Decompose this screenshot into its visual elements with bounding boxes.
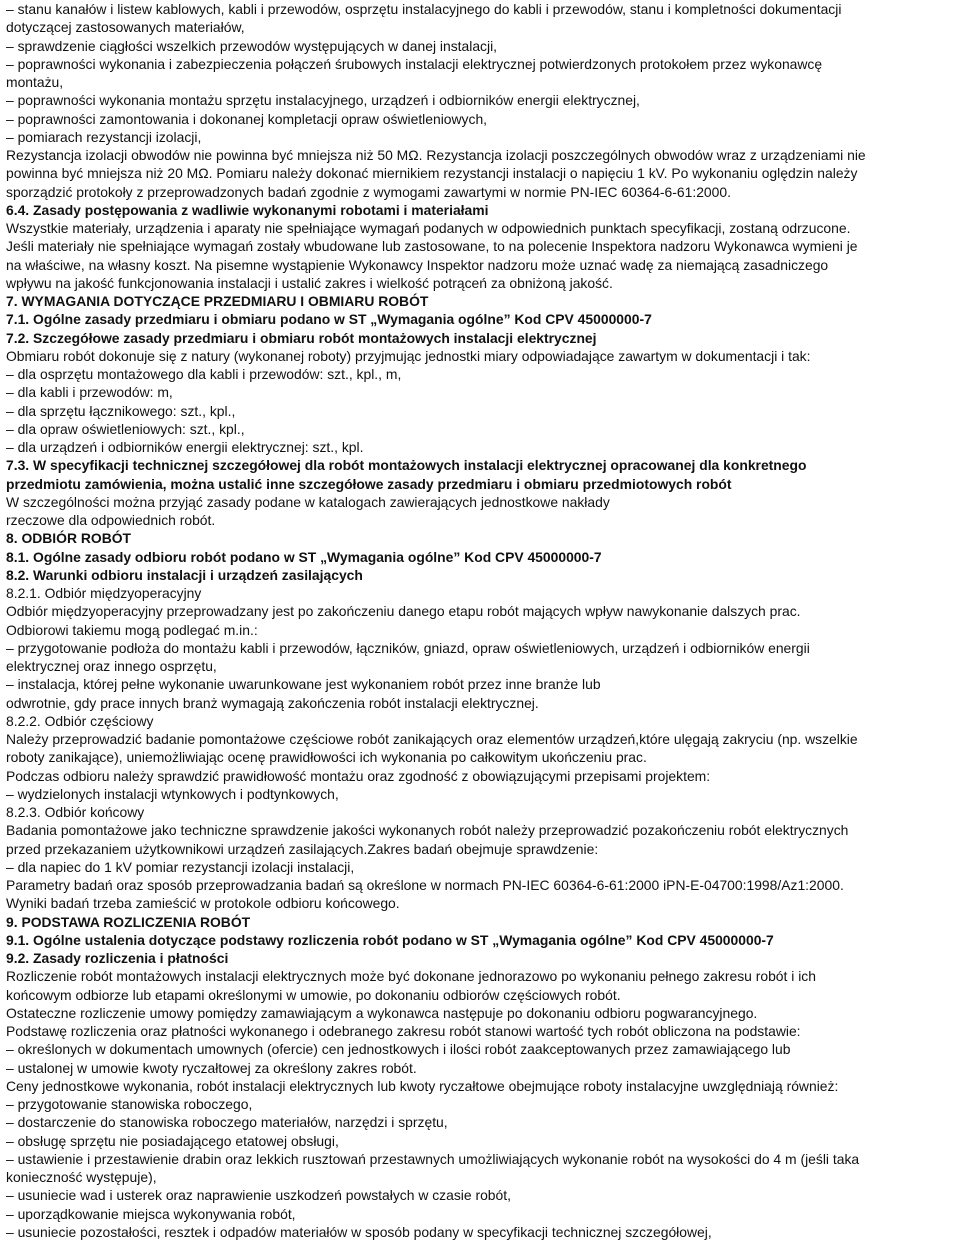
text-line: montażu, bbox=[6, 74, 64, 90]
text-line: Ostateczne rozliczenie umowy pomiędzy zamawiającym a wykonawca następuje po dokonaniu odbioru pogwarancyjnego. bbox=[6, 1004, 758, 1021]
text-line: – dla urządzeń i odbiorników energii elektrycznej: szt., kpl. bbox=[6, 439, 364, 455]
text-line: Podstawę rozliczenia oraz płatności wykonanego i odebranego zakresu robót stanowi wartość tych robót obliczona na podstawie: bbox=[6, 1023, 801, 1039]
heading-line: 8.1. Ogólne zasady odbioru robót podano w ST „Wymagania ogólne” Kod CPV 45000000-7 bbox=[6, 548, 602, 565]
text-line: sporządzić protokoły z przeprowadzonych badań zgodnie z wymogami zawartymi w normie PN-IEC 60364-6-61:2000. bbox=[6, 183, 731, 200]
text-line: – obsługę sprzętu nie posiadającego etatowej obsługi, bbox=[6, 1132, 339, 1149]
text-line: – ustalonej w umowie kwoty ryczałtowej za określony zakres robót. bbox=[6, 1059, 417, 1076]
text-line: – dla kabli i przewodów: m, bbox=[6, 384, 173, 401]
text-line: 8.2.1. Odbiór międzyoperacyjny bbox=[6, 585, 202, 601]
text-line: konieczność występuje), bbox=[6, 1169, 157, 1185]
text-line: dotyczącej zastosowanych materiałów, bbox=[6, 19, 245, 36]
text-line: – przygotowanie stanowiska roboczego, bbox=[6, 1096, 253, 1112]
heading-line: 7. WYMAGANIA DOTYCZĄCE PRZEDMIARU I OBMIARU ROBÓT bbox=[6, 293, 429, 309]
heading-line: 8. ODBIÓR ROBÓT bbox=[6, 530, 132, 547]
heading-line: 9.1. Ogólne ustalenia dotyczące podstawy rozliczenia robót podano w ST „Wymagania ogólne” Kod CPV 45000000-7 bbox=[6, 931, 774, 948]
text-line: Należy przeprowadzić badanie pomontażowe częściowe robót zanikających oraz elementów urządzeń,które ulęgają zakryciu (np. wszelkie bbox=[6, 731, 858, 747]
text-line: 8.2.3. Odbiór końcowy bbox=[6, 804, 145, 820]
heading-line: 7.1. Ogólne zasady przedmiaru i obmiaru podano w ST „Wymagania ogólne” Kod CPV 45000000-7 bbox=[6, 311, 652, 328]
heading-line: 9. PODSTAWA ROZLICZENIA ROBÓT bbox=[6, 913, 251, 930]
text-line: Odbiór międzyoperacyjny przeprowadzany jest po zakończeniu danego etapu robót mających wpływ nawykonanie dalszych prac. bbox=[6, 603, 801, 620]
text-line: – dostarczenie do stanowiska roboczego materiałów, narzędzi i sprzętu, bbox=[6, 1114, 448, 1131]
text-line: na właściwe, na własny koszt. Na pisemne wystąpienie Wykonawcy Inspektor nadzoru może uznać wadę za niemającą zasadniczego bbox=[6, 256, 829, 273]
heading-line: 7.2. Szczegółowe zasady przedmiaru i obmiaru robót montażowych instalacji elektrycznej bbox=[6, 329, 597, 346]
text-line: – określonych w dokumentach umownych (ofercie) cen jednostkowych i ilości robót zaakceptowanych przez zamawiającego lub bbox=[6, 1041, 791, 1058]
text-line: Obmiaru robót dokonuje się z natury (wykonanej roboty) przyjmując jednostki miary odpowiadające zawartym w dokumentacji i tak: bbox=[6, 347, 811, 364]
text-line: – sprawdzenie ciągłości wszelkich przewodów występujących w danej instalacji, bbox=[6, 37, 498, 54]
text-line: Rezystancja izolacji obwodów nie powinna być mniejsza niż 50 MΩ. Rezystancja izolacji poszczególnych obwodów wraz z urządzeniami nie bbox=[6, 147, 866, 163]
text-line: przed przekazaniem użytkownikowi urządzeń zasilających.Zakres badań obejmuje sprawdzenie: bbox=[6, 840, 599, 857]
text-line: wpływu na jakość funkcjonowania instalacji i ustalić zakres i wielkość potrąceń za obniżoną jakość. bbox=[6, 274, 613, 291]
text-line: Wszystkie materiały, urządzenia i aparaty nie spełniające wymagań podanych w odpowiednich punktach specyfikacji, zostaną odrzucone. bbox=[6, 220, 851, 236]
text-line: 8.2.2. Odbiór częściowy bbox=[6, 712, 154, 729]
text-line: Podczas odbioru należy sprawdzić prawidłowość montażu oraz zgodność z obowiązującymi przepisami projektem: bbox=[6, 767, 711, 784]
heading-line: 6.4. Zasady postępowania z wadliwie wykonanymi robotami i materiałami bbox=[6, 201, 489, 218]
text-line: – wydzielonych instalacji wtynkowych i podtynkowych, bbox=[6, 785, 339, 802]
text-line: – dla opraw oświetleniowych: szt., kpl., bbox=[6, 420, 245, 437]
text-line: odwrotnie, gdy prace innych branż wymagają zakończenia robót instalacji elektrycznej. bbox=[6, 694, 539, 711]
text-line: – usuniecie wad i usterek oraz naprawienie uszkodzeń powstałych w czasie robót, bbox=[6, 1187, 511, 1204]
heading-line: 7.3. W specyfikacji technicznej szczegółowej dla robót montażowych instalacji elektrycznej opracowanej dla konkretnego bbox=[6, 457, 807, 474]
text-line: Odbiorowi takiemu mogą podlegać m.in.: bbox=[6, 621, 258, 638]
text-line: – poprawności wykonania i zabezpieczenia połączeń śrubowych instalacji elektrycznej potwierdzonych protokołem przez wykonawcę bbox=[6, 55, 823, 72]
text-line: W szczególności można przyjąć zasady podane w katalogach zawierających jednostkowe nakłady bbox=[6, 493, 610, 510]
text-line: – instalacja, której pełne wykonanie uwarunkowane jest wykonaniem robót przez inne branże lub bbox=[6, 676, 601, 693]
text-line: Ceny jednostkowe wykonania, robót instalacji elektrycznych lub kwoty ryczałtowe obejmujące roboty instalacyjne uwzględniają również: bbox=[6, 1077, 839, 1094]
text-line: – uporządkowanie miejsca wykonywania robót, bbox=[6, 1205, 296, 1222]
text-line: Badania pomontażowe jako techniczne sprawdzenie jakości wykonanych robót należy przeprowadzić pozakończeniu robót elektrycznych bbox=[6, 822, 849, 839]
text-line: – pomiarach rezystancji izolacji, bbox=[6, 128, 202, 145]
text-line: powinna być mniejsza niż 20 MΩ. Pomiaru należy dokonać miernikiem rezystancji instalacji o napięciu 1 kV. Po wykonaniu oględzin należy bbox=[6, 165, 858, 182]
text-line: – dla sprzętu łącznikowego: szt., kpl., bbox=[6, 402, 236, 419]
text-line: elektrycznej oraz innego osprzętu, bbox=[6, 658, 217, 674]
heading-line: przedmiotu zamówienia, można ustalić inne szczegółowe zasady przedmiaru i obmiaru przedmiotowych robót bbox=[6, 475, 732, 492]
text-line: Parametry badań oraz sposób przeprowadzania badań są określone w normach PN-IEC 60364-6-61:2000 iPN-E-04700:1998/Az1:2000. bbox=[6, 877, 844, 893]
text-line: – dla osprzętu montażowego dla kabli i przewodów: szt., kpl., m, bbox=[6, 366, 402, 382]
text-line: Wyniki badań trzeba zamieścić w protokole odbioru końcowego. bbox=[6, 895, 400, 912]
text-line: końcowym odbiorze lub etapami określonymi w umowie, po dokonaniu odbiorów częściowych robót. bbox=[6, 986, 621, 1003]
text-line: Rozliczenie robót montażowych instalacji elektrycznych może być dokonane jednorazowo po wykonaniu pełnego zakresu robót i ich bbox=[6, 968, 816, 985]
text-line: – przygotowanie podłoża do montażu kabli i przewodów, łączników, gniazd, opraw oświetleniowych, urządzeń i odbiorników energii bbox=[6, 639, 810, 656]
text-line: – poprawności zamontowania i dokonanej kompletacji opraw oświetleniowych, bbox=[6, 110, 488, 127]
text-line: roboty zanikające), uniemożliwiając ocenę prawidłowości ich wykonania po całkowitym ukończeniu prac. bbox=[6, 749, 647, 766]
text-line: – poprawności wykonania montażu sprzętu instalacyjnego, urządzeń i odbiorników energii elektrycznej, bbox=[6, 92, 640, 109]
text-line: rzeczowe dla odpowiednich robót. bbox=[6, 512, 216, 528]
text-line: – stanu kanałów i listew kablowych, kabli i przewodów, osprzętu instalacyjnego do kabli i przewodów, stanu i kompletności dokumentacji bbox=[6, 1, 842, 17]
heading-line: 9.2. Zasady rozliczenia i płatności bbox=[6, 950, 229, 966]
text-line: – ustawienie i przestawienie drabin oraz lekkich rusztowań przestawnych umożliwiających wykonanie robót na wysokości do 4 m (jeśli taka bbox=[6, 1150, 860, 1167]
text-line: – usuniecie pozostałości, resztek i odpadów materiałów w sposób podany w specyfikacji technicznej szczegółowej, bbox=[6, 1223, 712, 1240]
heading-line: 8.2. Warunki odbioru instalacji i urządzeń zasilających bbox=[6, 566, 363, 583]
text-line: – dla napiec do 1 kV pomiar rezystancji izolacji instalacji, bbox=[6, 858, 355, 875]
text-line: Jeśli materiały nie spełniające wymagań zostały wbudowane lub zastosowane, to na polecenie Inspektora nadzoru Wykonawca wymieni je bbox=[6, 238, 858, 255]
